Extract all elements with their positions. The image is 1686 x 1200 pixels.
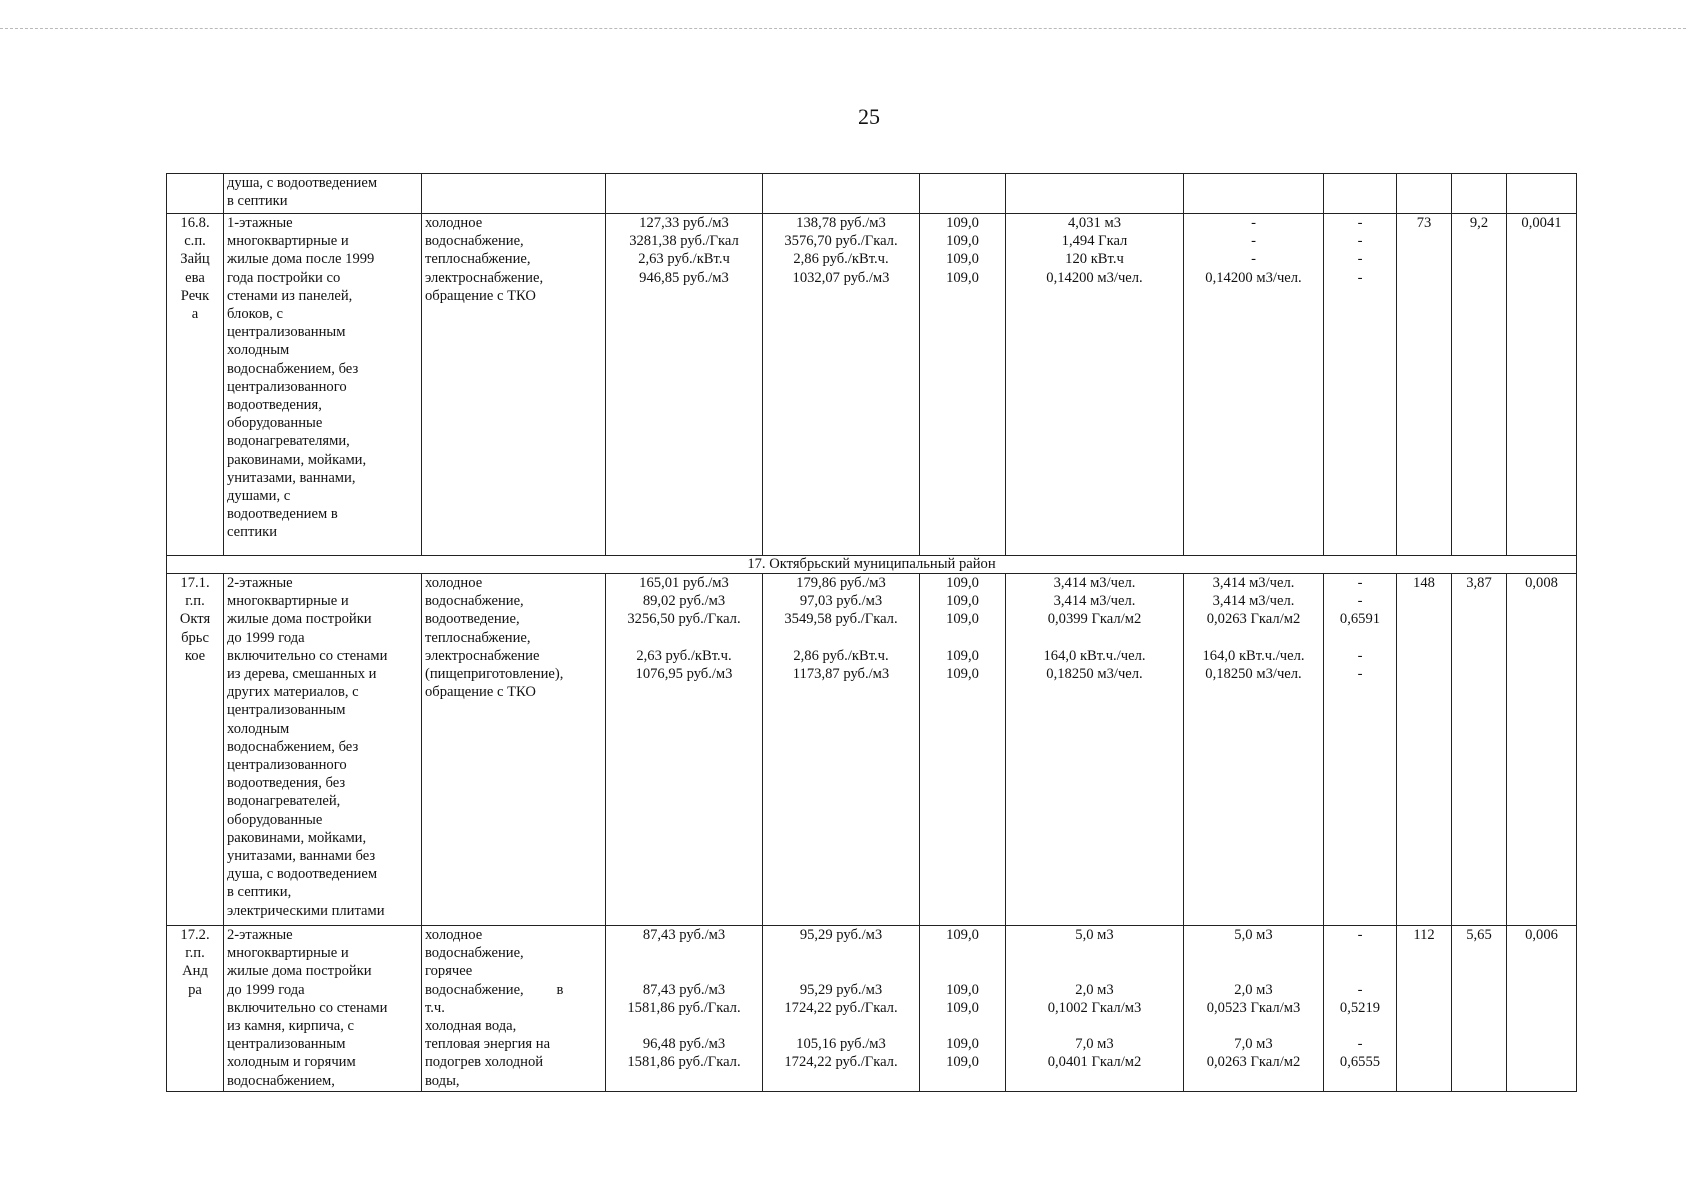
cell-tariff-1 — [606, 174, 763, 214]
cell-description: душа, с водоотведением в септики — [224, 174, 422, 214]
cell-index: 109,0 109,0 109,0 109,0 109,0 — [920, 926, 1006, 1092]
cell-index: 109,0 109,0 109,0 109,0 109,0 — [920, 574, 1006, 926]
cell-v2: 9,2 — [1452, 214, 1507, 556]
section-title: 17. Октябрьский муниципальный район — [167, 556, 1577, 574]
cell-norm-2: 3,414 м3/чел. 3,414 м3/чел. 0,0263 Гкал/м2 164,0 кВт.ч./чел. 0,18250 м3/чел. — [1184, 574, 1324, 926]
cell-coef: - - - - — [1324, 214, 1397, 556]
page-number: 25 — [858, 104, 880, 129]
cell-num: 17.1. г.п. Октя брьс кое — [167, 574, 224, 926]
table-row — [167, 574, 1577, 926]
cell-v3: 0,0041 — [1507, 214, 1577, 556]
cell-num: 16.8. с.п. Зайц ева Речк а — [167, 214, 224, 556]
cell-tariff-1: 165,01 руб./м3 89,02 руб./м3 3256,50 руб./Гкал. 2,63 руб./кВт.ч. 1076,95 руб./м3 — [606, 574, 763, 926]
cell-services: холодное водоснабжение, водоотведение, теплоснабжение, электроснабжение (пищеприготовление), обращение с ТКО — [422, 574, 606, 926]
cell-services — [422, 174, 606, 214]
cell-v2 — [1452, 174, 1507, 214]
tariff-table — [166, 173, 1577, 1092]
cell-v1: 73 — [1397, 214, 1452, 556]
cell-tariff-2: 138,78 руб./м3 3576,70 руб./Гкал. 2,86 руб./кВт.ч. 1032,07 руб./м3 — [763, 214, 920, 556]
cell-v1 — [1397, 174, 1452, 214]
cell-tariff-2: 179,86 руб./м3 97,03 руб./м3 3549,58 руб./Гкал. 2,86 руб./кВт.ч. 1173,87 руб./м3 — [763, 574, 920, 926]
cell-v1: 148 — [1397, 574, 1452, 926]
cell-coef: - - 0,5219 - 0,6555 — [1324, 926, 1397, 1092]
cell-norm-2 — [1184, 174, 1324, 214]
cell-v3: 0,008 — [1507, 574, 1577, 926]
cell-tariff-1: 127,33 руб./м3 3281,38 руб./Гкал 2,63 руб./кВт.ч 946,85 руб./м3 — [606, 214, 763, 556]
table-row-continued — [167, 174, 1577, 214]
cell-index: 109,0 109,0 109,0 109,0 — [920, 214, 1006, 556]
section-row — [167, 556, 1577, 574]
cell-description: 2-этажные многоквартирные и жилые дома постройки до 1999 года включительно со стенами из камня, кирпича, с централизованным холодным и горячим водоснабжением, — [224, 926, 422, 1092]
cell-tariff-2: 95,29 руб./м3 95,29 руб./м3 1724,22 руб./Гкал. 105,16 руб./м3 1724,22 руб./Гкал. — [763, 926, 920, 1092]
cell-v1: 112 — [1397, 926, 1452, 1092]
cell-description: 2-этажные многоквартирные и жилые дома постройки до 1999 года включительно со стенами из дерева, смешанных и других материалов, с централизованным холодным водоснабжением, без централизованного водоотведения, без водонагревателей, оборудованные раковинами, мойками, унитазами, ваннами без душа, с водоотведением в септики, электрическими плитами — [224, 574, 422, 926]
cell-num: 17.2. г.п. Анд ра — [167, 926, 224, 1092]
table-row — [167, 926, 1577, 1092]
cell-v2: 5,65 — [1452, 926, 1507, 1092]
cell-services: холодное водоснабжение, теплоснабжение, электроснабжение, обращение с ТКО — [422, 214, 606, 556]
cell-norm-1: 5,0 м3 2,0 м3 0,1002 Гкал/м3 7,0 м3 0,0401 Гкал/м2 — [1006, 926, 1184, 1092]
cell-tariff-1: 87,43 руб./м3 87,43 руб./м3 1581,86 руб./Гкал. 96,48 руб./м3 1581,86 руб./Гкал. — [606, 926, 763, 1092]
table-row — [167, 214, 1577, 556]
cell-coef — [1324, 174, 1397, 214]
cell-v3: 0,006 — [1507, 926, 1577, 1092]
cell-norm-1: 3,414 м3/чел. 3,414 м3/чел. 0,0399 Гкал/м2 164,0 кВт.ч./чел. 0,18250 м3/чел. — [1006, 574, 1184, 926]
cell-coef: - - 0,6591 - - — [1324, 574, 1397, 926]
cell-norm-1 — [1006, 174, 1184, 214]
cell-norm-2: - - - 0,14200 м3/чел. — [1184, 214, 1324, 556]
cell-v2: 3,87 — [1452, 574, 1507, 926]
cell-tariff-2 — [763, 174, 920, 214]
cell-index — [920, 174, 1006, 214]
cell-services: холодное водоснабжение, горячее водоснабжение, в т.ч. холодная вода, тепловая энергия на подогрев холодной воды, — [422, 926, 606, 1092]
cell-description: 1-этажные многоквартирные и жилые дома после 1999 года постройки со стенами из панелей, блоков, с централизованным холодным водоснабжением, без централизованного водоотведения, оборудованные водонагревателями, раковинами, мойками, унитазами, ваннами, душами, с водоотведением в септики — [224, 214, 422, 556]
cell-norm-2: 5,0 м3 2,0 м3 0,0523 Гкал/м3 7,0 м3 0,0263 Гкал/м2 — [1184, 926, 1324, 1092]
cell-v3 — [1507, 174, 1577, 214]
scan-edge-line — [0, 28, 1686, 30]
cell-norm-1: 4,031 м3 1,494 Гкал 120 кВт.ч 0,14200 м3/чел. — [1006, 214, 1184, 556]
cell-num — [167, 174, 224, 214]
